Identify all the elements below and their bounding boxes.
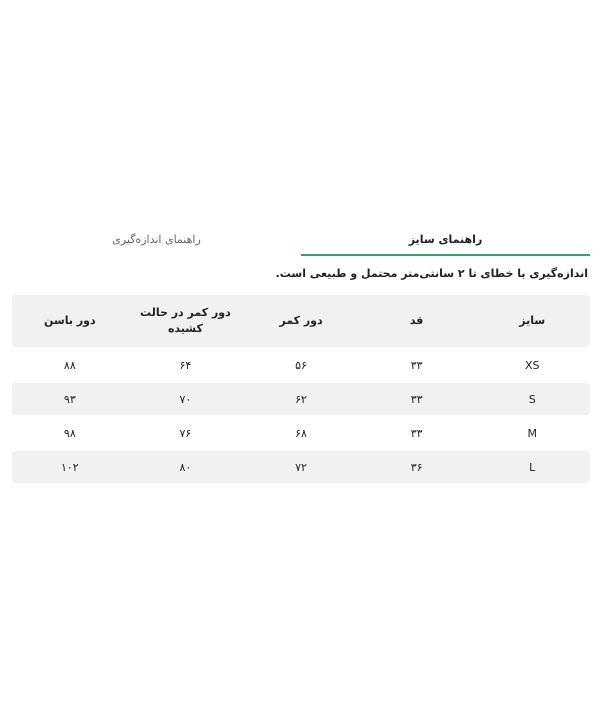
cell-size: L [529,460,536,474]
header-size: سایز [519,314,546,327]
header-waist: دور کمر [279,314,323,327]
cell-waist: ۷۲ [295,460,307,474]
cell-size: M [527,426,537,440]
table-header-row [12,295,590,347]
cell-hip: ۱۰۲ [60,460,79,474]
header-hip: دور باسن [44,314,96,327]
size-table [12,295,590,485]
cell-stretched-waist: ۸۰ [179,460,192,474]
cell-hip: ۹۳ [63,392,76,406]
cell-waist: ۶۲ [295,392,307,406]
cell-stretched-waist: ۷۰ [179,392,192,406]
table-row [12,451,590,483]
cell-stretched-waist: ۶۴ [179,358,192,372]
table-row [12,383,590,415]
measurement-note: اندازه‌گیری با خطای تا ۲ سانتی‌متر محتمل و طبیعی است. [275,267,588,280]
table-row [12,417,590,449]
tab-size-guide[interactable]: راهنمای سایز [301,222,590,256]
cell-waist: ۵۶ [295,358,307,372]
cell-size: S [528,392,536,406]
guide-tabs [12,222,590,256]
cell-stretched-waist: ۷۶ [179,426,192,440]
cell-height: ۳۳ [410,358,423,372]
cell-hip: ۸۸ [63,358,76,372]
cell-hip: ۹۸ [63,426,76,440]
cell-height: ۳۳ [410,426,423,440]
header-height: قد [409,314,424,327]
header-stretched-waist: دور کمر در حالت کشیده [140,306,231,335]
cell-waist: ۶۸ [295,426,307,440]
cell-size: XS [524,358,540,372]
tab-measurement-guide[interactable]: راهنمای اندازه‌گیری [112,232,201,246]
cell-height: ۳۶ [410,460,423,474]
table-row [12,349,590,381]
cell-height: ۳۳ [410,392,423,406]
